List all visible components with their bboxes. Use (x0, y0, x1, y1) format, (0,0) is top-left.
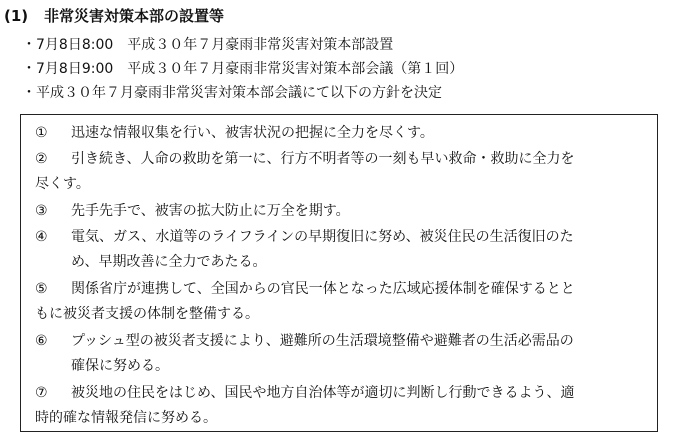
policy-number: ① (35, 125, 48, 141)
bullet-item: ・平成３０年７月豪雨非常災害対策本部会議にて以下の方針を決定 (22, 85, 442, 101)
event-bullet-list (22, 33, 463, 105)
policy-number: ③ (35, 203, 48, 219)
section-number: (1) (4, 7, 29, 25)
policy-item-6 (35, 329, 653, 378)
policy-text: 先手先手で、被害の拡大防止に万全を期す。 (71, 203, 350, 219)
policy-text: 引き続き、人命の救助を第一に、行方不明者等の一刻も早い救命・救助に全力を (71, 151, 575, 167)
policy-text: プッシュ型の被災者支援により、避難所の生活環境整備や避難者の生活必需品の (71, 333, 574, 349)
policy-number: ② (35, 151, 48, 167)
policy-item-2 (35, 147, 653, 196)
policy-number: ⑤ (35, 281, 48, 297)
policy-text: 被災地の住民をはじめ、国民や地方自治体等が適切に判断し行動できるよう、適 (71, 385, 575, 401)
policy-number: ④ (35, 229, 48, 245)
policy-number: ⑦ (35, 385, 48, 401)
policy-number: ⑥ (35, 333, 48, 349)
policy-text-continued: 時的確な情報発信に努める。 (35, 409, 217, 426)
policy-item-3 (35, 199, 653, 224)
policy-item-5 (35, 277, 653, 326)
policy-text-continued: 確保に努める。 (71, 357, 169, 374)
policy-item-4 (35, 225, 653, 274)
bullet-item: ・7月8日9:00 平成３０年７月豪雨非常災害対策本部会議（第１回） (22, 61, 464, 77)
policy-text: 電気、ガス、水道等のライフラインの早期復旧に努め、被災住民の生活復旧のた (71, 229, 574, 245)
bullet-item: ・7月8日8:00 平成３０年７月豪雨非常災害対策本部設置 (22, 37, 394, 53)
policy-text-continued: 尽くす。 (35, 175, 90, 192)
policy-text: 迅速な情報収集を行い、被害状況の把握に全力を尽くす。 (71, 125, 434, 141)
policy-item-1 (35, 121, 653, 146)
policy-text-continued: め、早期改善に全力であたる。 (71, 253, 267, 270)
policy-text: 関係省庁が連携して、全国からの官民一体となった広域応援体制を確保するとと (71, 281, 575, 297)
policy-item-7 (35, 381, 653, 430)
policy-box (20, 114, 658, 432)
section-title: 非常災害対策本部の設置等 (44, 7, 225, 25)
section-heading (4, 6, 224, 26)
policy-text-continued: もに被災者支援の体制を整備する。 (35, 305, 259, 322)
